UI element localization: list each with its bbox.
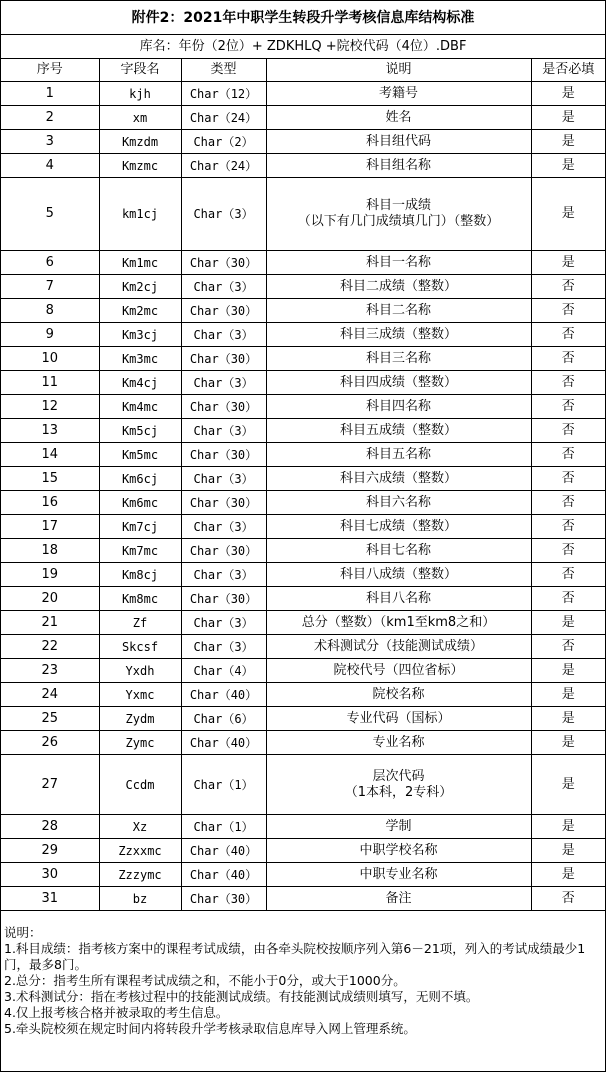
cell-required: 是 bbox=[531, 839, 605, 863]
desc-line: 层次代码 bbox=[372, 768, 425, 784]
desc-line: 院校名称 bbox=[372, 686, 425, 702]
cell-type: Char（3） bbox=[181, 419, 266, 443]
cell-field: Kmzdm bbox=[99, 130, 181, 154]
table-row bbox=[1, 707, 605, 731]
cell-type: Char（24） bbox=[181, 154, 266, 178]
cell-required: 否 bbox=[531, 371, 605, 395]
table-row bbox=[1, 515, 605, 539]
cell-required: 否 bbox=[531, 491, 605, 515]
cell-required: 是 bbox=[531, 683, 605, 707]
cell-desc bbox=[266, 563, 531, 587]
cell-field: xm bbox=[99, 106, 181, 130]
cell-no: 13 bbox=[1, 419, 99, 443]
cell-type: Char（4） bbox=[181, 659, 266, 683]
cell-desc bbox=[266, 539, 531, 563]
table-row bbox=[1, 839, 605, 863]
cell-type: Char（40） bbox=[181, 863, 266, 887]
cell-required: 是 bbox=[531, 154, 605, 178]
cell-desc bbox=[266, 887, 531, 911]
table-row bbox=[1, 443, 605, 467]
cell-no: 26 bbox=[1, 731, 99, 755]
cell-no: 2 bbox=[1, 106, 99, 130]
desc-line: 中职专业名称 bbox=[359, 866, 438, 882]
table-row bbox=[1, 815, 605, 839]
desc-line: 科目二名称 bbox=[365, 302, 431, 318]
cell-type: Char（3） bbox=[181, 323, 266, 347]
cell-field: Zf bbox=[99, 611, 181, 635]
table-row bbox=[1, 323, 605, 347]
table-row bbox=[1, 419, 605, 443]
note-item: 4.仅上报考核合格并被录取的考生信息。 bbox=[4, 1005, 229, 1020]
table-row bbox=[1, 683, 605, 707]
cell-desc bbox=[266, 178, 531, 251]
desc-line: 科目组代码 bbox=[365, 133, 431, 149]
cell-required: 否 bbox=[531, 323, 605, 347]
cell-required: 是 bbox=[531, 659, 605, 683]
cell-field: Km1mc bbox=[99, 251, 181, 275]
cell-type: Char（12） bbox=[181, 82, 266, 106]
desc-line: 备注 bbox=[385, 890, 412, 906]
cell-desc bbox=[266, 683, 531, 707]
desc-line: 科目四成绩（整数） bbox=[339, 374, 457, 390]
notes-section bbox=[1, 911, 605, 1037]
cell-desc bbox=[266, 347, 531, 371]
cell-field: Km2mc bbox=[99, 299, 181, 323]
desc-line: 科目五成绩（整数） bbox=[339, 422, 457, 438]
desc-line: （以下有几门成绩填几门）（整数） bbox=[297, 214, 500, 229]
cell-type: Char（30） bbox=[181, 299, 266, 323]
desc-line: 科目四名称 bbox=[365, 398, 431, 414]
cell-required: 否 bbox=[531, 539, 605, 563]
document-title: 附件2：2021年中职学生转段升学考核信息库结构标准 bbox=[1, 1, 605, 35]
cell-type: Char（30） bbox=[181, 395, 266, 419]
cell-type: Char（3） bbox=[181, 371, 266, 395]
table-row bbox=[1, 635, 605, 659]
cell-no: 27 bbox=[1, 755, 99, 815]
desc-line: 专业代码（国标） bbox=[346, 710, 451, 726]
subtitle-row bbox=[1, 35, 605, 59]
table-row bbox=[1, 491, 605, 515]
cell-required: 是 bbox=[531, 731, 605, 755]
table-row bbox=[1, 539, 605, 563]
cell-type: Char（3） bbox=[181, 515, 266, 539]
cell-required: 是 bbox=[531, 815, 605, 839]
cell-field: Km6mc bbox=[99, 491, 181, 515]
cell-field: Km3cj bbox=[99, 323, 181, 347]
desc-line: （1本科，2专科） bbox=[344, 784, 453, 800]
cell-no: 1 bbox=[1, 82, 99, 106]
cell-no: 9 bbox=[1, 323, 99, 347]
cell-field: Km8mc bbox=[99, 587, 181, 611]
cell-desc bbox=[266, 443, 531, 467]
cell-no: 22 bbox=[1, 635, 99, 659]
cell-type: Char（40） bbox=[181, 839, 266, 863]
desc-line: 术科测试分（技能测试成绩） bbox=[313, 638, 483, 654]
cell-required: 否 bbox=[531, 467, 605, 491]
cell-no: 31 bbox=[1, 887, 99, 911]
cell-field: Yxmc bbox=[99, 683, 181, 707]
cell-no: 18 bbox=[1, 539, 99, 563]
header-field: 字段名 bbox=[99, 59, 181, 82]
cell-desc bbox=[266, 275, 531, 299]
cell-no: 6 bbox=[1, 251, 99, 275]
desc-line: 院校代号（四位省标） bbox=[333, 662, 464, 678]
table-row bbox=[1, 755, 605, 815]
desc-line: 科目七成绩（整数） bbox=[339, 518, 457, 534]
table-row bbox=[1, 82, 605, 106]
table-row bbox=[1, 863, 605, 887]
desc-line: 考籍号 bbox=[378, 85, 418, 101]
cell-type: Char（3） bbox=[181, 611, 266, 635]
cell-field: Km4cj bbox=[99, 371, 181, 395]
cell-field: Km3mc bbox=[99, 347, 181, 371]
cell-type: Char（1） bbox=[181, 815, 266, 839]
desc-line: 科目一名称 bbox=[365, 254, 431, 270]
note-item: 1.科目成绩：指考核方案中的课程考试成绩，由各牵头院校按顺序列入第6－21项，列入的考试成绩最少1门，最多8门。 bbox=[4, 941, 586, 972]
cell-type: Char（30） bbox=[181, 347, 266, 371]
cell-type: Char（30） bbox=[181, 443, 266, 467]
cell-field: Km4mc bbox=[99, 395, 181, 419]
cell-no: 4 bbox=[1, 154, 99, 178]
cell-required: 否 bbox=[531, 563, 605, 587]
cell-type: Char（30） bbox=[181, 251, 266, 275]
cell-no: 21 bbox=[1, 611, 99, 635]
desc-line: 科目八名称 bbox=[365, 590, 431, 606]
header-required: 是否必填 bbox=[531, 59, 605, 82]
table-row bbox=[1, 178, 605, 251]
cell-no: 8 bbox=[1, 299, 99, 323]
cell-no: 19 bbox=[1, 563, 99, 587]
desc-line: 科目六名称 bbox=[365, 494, 431, 510]
cell-required: 否 bbox=[531, 515, 605, 539]
table-row bbox=[1, 275, 605, 299]
cell-type: Char（24） bbox=[181, 106, 266, 130]
cell-no: 25 bbox=[1, 707, 99, 731]
notes-heading: 说明： bbox=[4, 925, 42, 940]
header-type: 类型 bbox=[181, 59, 266, 82]
cell-no: 12 bbox=[1, 395, 99, 419]
desc-line: 中职学校名称 bbox=[359, 842, 438, 858]
desc-line: 科目三名称 bbox=[365, 350, 431, 366]
cell-required: 否 bbox=[531, 443, 605, 467]
table-row bbox=[1, 563, 605, 587]
structure-table bbox=[1, 1, 605, 911]
cell-required: 是 bbox=[531, 755, 605, 815]
note-item: 5.牵头院校须在规定时间内将转段升学考核录取信息库导入网上管理系统。 bbox=[4, 1021, 416, 1036]
cell-desc bbox=[266, 707, 531, 731]
cell-no: 16 bbox=[1, 491, 99, 515]
cell-type: Char（30） bbox=[181, 887, 266, 911]
cell-required: 是 bbox=[531, 251, 605, 275]
table-row bbox=[1, 611, 605, 635]
cell-desc bbox=[266, 587, 531, 611]
cell-type: Char（3） bbox=[181, 275, 266, 299]
cell-type: Char（1） bbox=[181, 755, 266, 815]
cell-required: 否 bbox=[531, 419, 605, 443]
cell-no: 30 bbox=[1, 863, 99, 887]
desc-line: 科目六成绩（整数） bbox=[339, 470, 457, 486]
cell-required: 是 bbox=[531, 863, 605, 887]
desc-line: 科目八成绩（整数） bbox=[339, 566, 457, 582]
cell-no: 20 bbox=[1, 587, 99, 611]
cell-field: Zzzymc bbox=[99, 863, 181, 887]
table-row bbox=[1, 659, 605, 683]
table-row bbox=[1, 251, 605, 275]
library-name: 库名：年份（2位）+ ZDKHLQ +院校代码（4位）.DBF bbox=[1, 35, 605, 59]
table-row bbox=[1, 887, 605, 911]
cell-required: 否 bbox=[531, 275, 605, 299]
cell-desc bbox=[266, 154, 531, 178]
table-row bbox=[1, 371, 605, 395]
table-row bbox=[1, 467, 605, 491]
cell-field: Km2cj bbox=[99, 275, 181, 299]
cell-desc bbox=[266, 731, 531, 755]
header-no: 序号 bbox=[1, 59, 99, 82]
cell-required: 否 bbox=[531, 347, 605, 371]
cell-field: Ccdm bbox=[99, 755, 181, 815]
cell-field: Skcsf bbox=[99, 635, 181, 659]
cell-desc bbox=[266, 515, 531, 539]
cell-no: 15 bbox=[1, 467, 99, 491]
cell-desc bbox=[266, 611, 531, 635]
cell-field: Kmzmc bbox=[99, 154, 181, 178]
cell-required: 否 bbox=[531, 635, 605, 659]
cell-field: Zymc bbox=[99, 731, 181, 755]
cell-type: Char（3） bbox=[181, 178, 266, 251]
cell-field: km1cj bbox=[99, 178, 181, 251]
cell-field: Km5mc bbox=[99, 443, 181, 467]
desc-line: 科目组名称 bbox=[365, 157, 431, 173]
cell-required: 是 bbox=[531, 178, 605, 251]
cell-field: Km8cj bbox=[99, 563, 181, 587]
cell-type: Char（30） bbox=[181, 491, 266, 515]
cell-required: 否 bbox=[531, 299, 605, 323]
cell-desc bbox=[266, 491, 531, 515]
cell-no: 24 bbox=[1, 683, 99, 707]
note-item: 3.术科测试分：指在考核过程中的技能测试成绩。有技能测试成绩则填写，无则不填。 bbox=[4, 989, 479, 1004]
desc-line: 专业名称 bbox=[372, 734, 425, 750]
cell-required: 是 bbox=[531, 611, 605, 635]
table-row bbox=[1, 299, 605, 323]
cell-required: 是 bbox=[531, 130, 605, 154]
cell-desc bbox=[266, 419, 531, 443]
desc-line: 科目五名称 bbox=[365, 446, 431, 462]
cell-field: Km5cj bbox=[99, 419, 181, 443]
desc-line: 科目三成绩（整数） bbox=[339, 326, 457, 342]
cell-required: 是 bbox=[531, 82, 605, 106]
cell-desc bbox=[266, 130, 531, 154]
cell-type: Char（6） bbox=[181, 707, 266, 731]
cell-no: 28 bbox=[1, 815, 99, 839]
cell-field: Km7mc bbox=[99, 539, 181, 563]
table-row bbox=[1, 106, 605, 130]
table-row bbox=[1, 154, 605, 178]
cell-no: 7 bbox=[1, 275, 99, 299]
desc-line: 总分（整数）（km1至km8之和） bbox=[301, 614, 496, 630]
cell-no: 11 bbox=[1, 371, 99, 395]
cell-no: 17 bbox=[1, 515, 99, 539]
cell-type: Char（40） bbox=[181, 731, 266, 755]
cell-desc bbox=[266, 395, 531, 419]
cell-type: Char（2） bbox=[181, 130, 266, 154]
cell-field: kjh bbox=[99, 82, 181, 106]
cell-no: 23 bbox=[1, 659, 99, 683]
cell-type: Char（3） bbox=[181, 635, 266, 659]
header-row bbox=[1, 59, 605, 82]
cell-desc bbox=[266, 299, 531, 323]
cell-field: Yxdh bbox=[99, 659, 181, 683]
cell-type: Char（3） bbox=[181, 467, 266, 491]
cell-desc bbox=[266, 323, 531, 347]
table-row bbox=[1, 395, 605, 419]
cell-no: 14 bbox=[1, 443, 99, 467]
cell-required: 否 bbox=[531, 887, 605, 911]
cell-field: Xz bbox=[99, 815, 181, 839]
cell-required: 否 bbox=[531, 587, 605, 611]
cell-type: Char（30） bbox=[181, 539, 266, 563]
table-row bbox=[1, 731, 605, 755]
table-row bbox=[1, 347, 605, 371]
desc-line: 科目二成绩（整数） bbox=[339, 278, 457, 294]
cell-type: Char（3） bbox=[181, 563, 266, 587]
cell-no: 10 bbox=[1, 347, 99, 371]
cell-no: 5 bbox=[1, 178, 99, 251]
cell-desc bbox=[266, 863, 531, 887]
desc-line: 科目七名称 bbox=[365, 542, 431, 558]
desc-line: 姓名 bbox=[385, 109, 412, 125]
table-row bbox=[1, 130, 605, 154]
cell-field: Km6cj bbox=[99, 467, 181, 491]
cell-desc bbox=[266, 251, 531, 275]
cell-field: bz bbox=[99, 887, 181, 911]
cell-desc bbox=[266, 635, 531, 659]
cell-required: 否 bbox=[531, 395, 605, 419]
desc-line: 科目一成绩 bbox=[365, 198, 431, 213]
cell-type: Char（40） bbox=[181, 683, 266, 707]
cell-required: 是 bbox=[531, 106, 605, 130]
cell-no: 3 bbox=[1, 130, 99, 154]
cell-desc bbox=[266, 659, 531, 683]
cell-desc bbox=[266, 82, 531, 106]
cell-no: 29 bbox=[1, 839, 99, 863]
header-desc: 说明 bbox=[266, 59, 531, 82]
cell-desc bbox=[266, 371, 531, 395]
note-item: 2.总分：指考生所有课程考试成绩之和，不能小于0分，或大于1000分。 bbox=[4, 973, 406, 988]
cell-desc bbox=[266, 839, 531, 863]
cell-field: Km7cj bbox=[99, 515, 181, 539]
table-row bbox=[1, 587, 605, 611]
cell-required: 是 bbox=[531, 707, 605, 731]
cell-field: Zzxxmc bbox=[99, 839, 181, 863]
title-row bbox=[1, 1, 605, 35]
cell-desc bbox=[266, 467, 531, 491]
cell-type: Char（30） bbox=[181, 587, 266, 611]
desc-line: 学制 bbox=[385, 818, 412, 834]
cell-field: Zydm bbox=[99, 707, 181, 731]
cell-desc bbox=[266, 755, 531, 815]
cell-desc bbox=[266, 106, 531, 130]
cell-desc bbox=[266, 815, 531, 839]
